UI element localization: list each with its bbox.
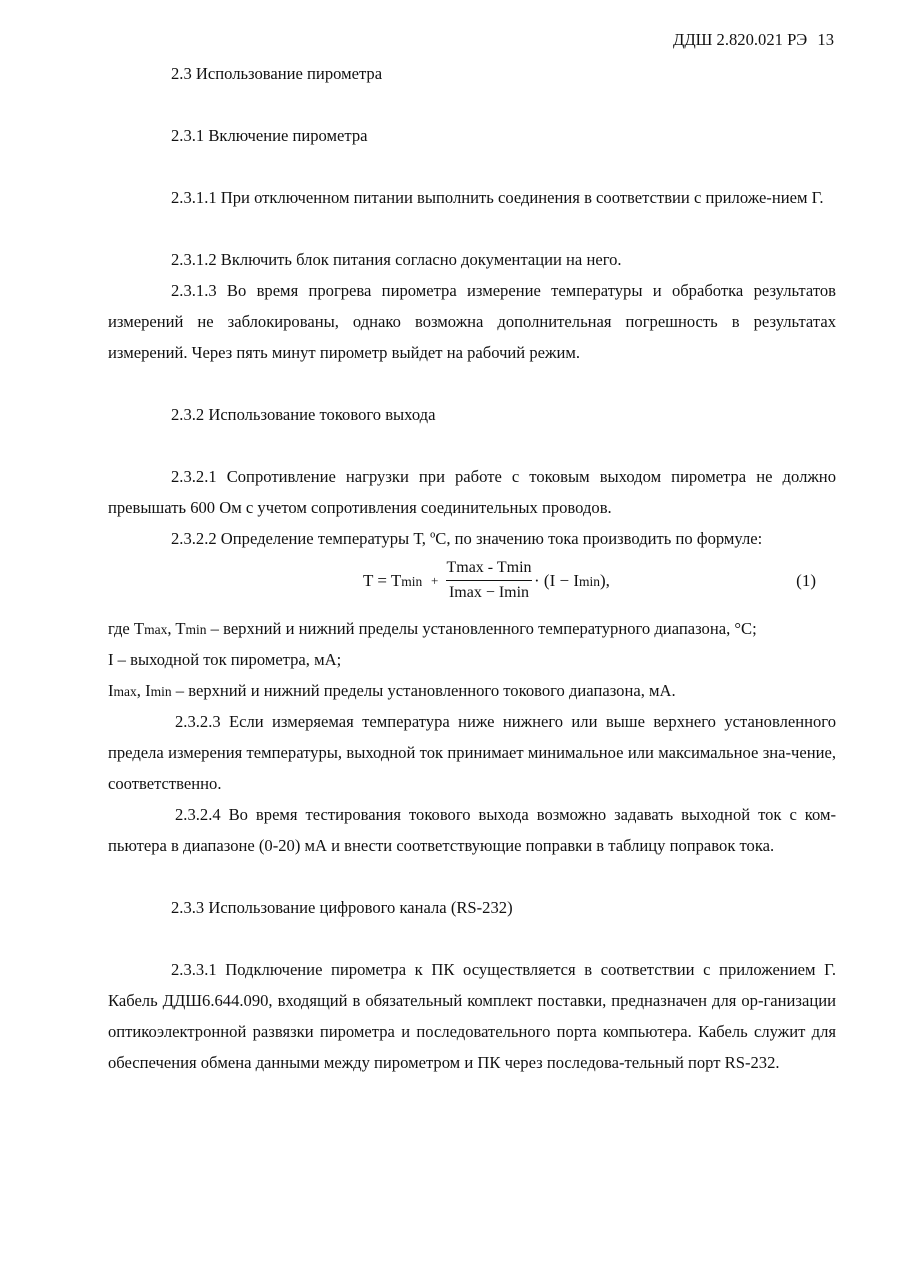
formula-numerator: Tmax - Tmin [446, 559, 532, 576]
formula-rhs [534, 571, 610, 591]
paragraph-2-3-2-2 [108, 523, 836, 554]
formula-rhs-subscript: min [578, 574, 600, 589]
legend-line-t [108, 613, 757, 645]
formula-rhs-text: · (I − I [534, 571, 579, 590]
legend-text: , T [167, 619, 186, 638]
paragraph-text: 2.3.1.2 Включить блок питания согласно документации на него. [171, 250, 622, 269]
paragraph-text: 2.3.1.3 Во время прогрева пирометра измерение температуры и обработка результатов измерений не заблокированы, однако возможна дополнительная погрешность в результатах измерений. Через пять минут пирометр выйдет на рабочий режим. [108, 281, 836, 362]
paragraph-2-3-2-4 [108, 799, 836, 861]
paragraph-2-3-1-1 [108, 182, 836, 213]
legend-subscript: min [150, 684, 172, 699]
paragraph-text: 2.3.2.1 Сопротивление нагрузки при работе с токовым выходом пирометра не должно превышать 600 Ом с учетом сопротивления соединительных проводов. [108, 467, 836, 517]
page-header [673, 30, 834, 50]
legend-text: где T [108, 619, 145, 638]
paragraph-text: 2.3.3.1 Подключение пирометра к ПК осуществляется в соответствии с приложением Г. Кабель ДДШ6.644.090, входящий в обязательный комплект поставки, предназначен для ор-ганизации оптикоэлектронной развязки пирометра и последовательного порта компьютера. Кабель служит для обеспечения обмена данными между пирометром и ПК через последова-тельный порт RS-232. [108, 960, 836, 1072]
formula-1 [108, 557, 836, 611]
legend-subscript: max [113, 684, 137, 699]
legend-line-i: I – выходной ток пирометра, мА; [108, 650, 342, 669]
section-heading-2-3: 2.3 Использование пирометра [171, 64, 383, 83]
formula-plus: + [431, 573, 439, 588]
document-code: ДДШ 2.820.021 РЭ [673, 30, 808, 49]
fraction-bar [446, 580, 532, 581]
legend-subscript: min [185, 622, 207, 637]
formula-lhs [363, 571, 422, 591]
page-number: 13 [817, 30, 834, 49]
section-heading-2-3-2: 2.3.2 Использование токового выхода [171, 405, 436, 424]
formula-rhs-end: ), [600, 571, 610, 590]
section-heading-2-3-1: 2.3.1 Включение пирометра [171, 126, 368, 145]
legend-text: – верхний и нижний пределы установленного токового диапазона, мА. [171, 681, 676, 700]
paragraph-text: 2.3.2.3 Если измеряемая температура ниже нижнего или выше верхнего установленного предела измерения температуры, выходной ток принимает минимальное или максимальное зна-чение, соответственно. [108, 712, 836, 793]
paragraph-2-3-2-1 [108, 461, 836, 523]
formula-fraction [446, 557, 532, 604]
section-heading-2-3-3: 2.3.3 Использование цифрового канала (RS-232) [171, 898, 513, 917]
paragraph-text: 2.3.2.2 Определение температуры Т, ºС, по значению тока производить по формуле: [171, 529, 763, 548]
formula-denominator: Imax − Imin [448, 584, 530, 601]
formula-lhs-subscript: min [401, 574, 423, 589]
formula-lhs-text: T = T [363, 571, 402, 590]
legend-line-imax [108, 675, 676, 707]
paragraph-text: 2.3.1.1 При отключенном питании выполнить соединения в соответствии с приложе-нием Г. [171, 188, 824, 207]
paragraph-2-3-3-1 [108, 954, 836, 1078]
legend-text: I [108, 681, 114, 700]
paragraph-2-3-1-2 [108, 244, 836, 275]
legend-text: – верхний и нижний пределы установленного температурного диапазона, °С; [206, 619, 757, 638]
legend-text: , I [136, 681, 151, 700]
paragraph-2-3-2-3 [108, 706, 836, 799]
paragraph-text: 2.3.2.4 Во время тестирования токового выхода возможно задавать выходной ток с ком-пьютера в диапазоне (0-20) мА и внести соответствующие поправки в таблицу поправок тока. [108, 805, 836, 855]
formula-number: (1) [796, 571, 816, 590]
legend-subscript: max [144, 622, 168, 637]
paragraph-2-3-1-3 [108, 275, 836, 368]
